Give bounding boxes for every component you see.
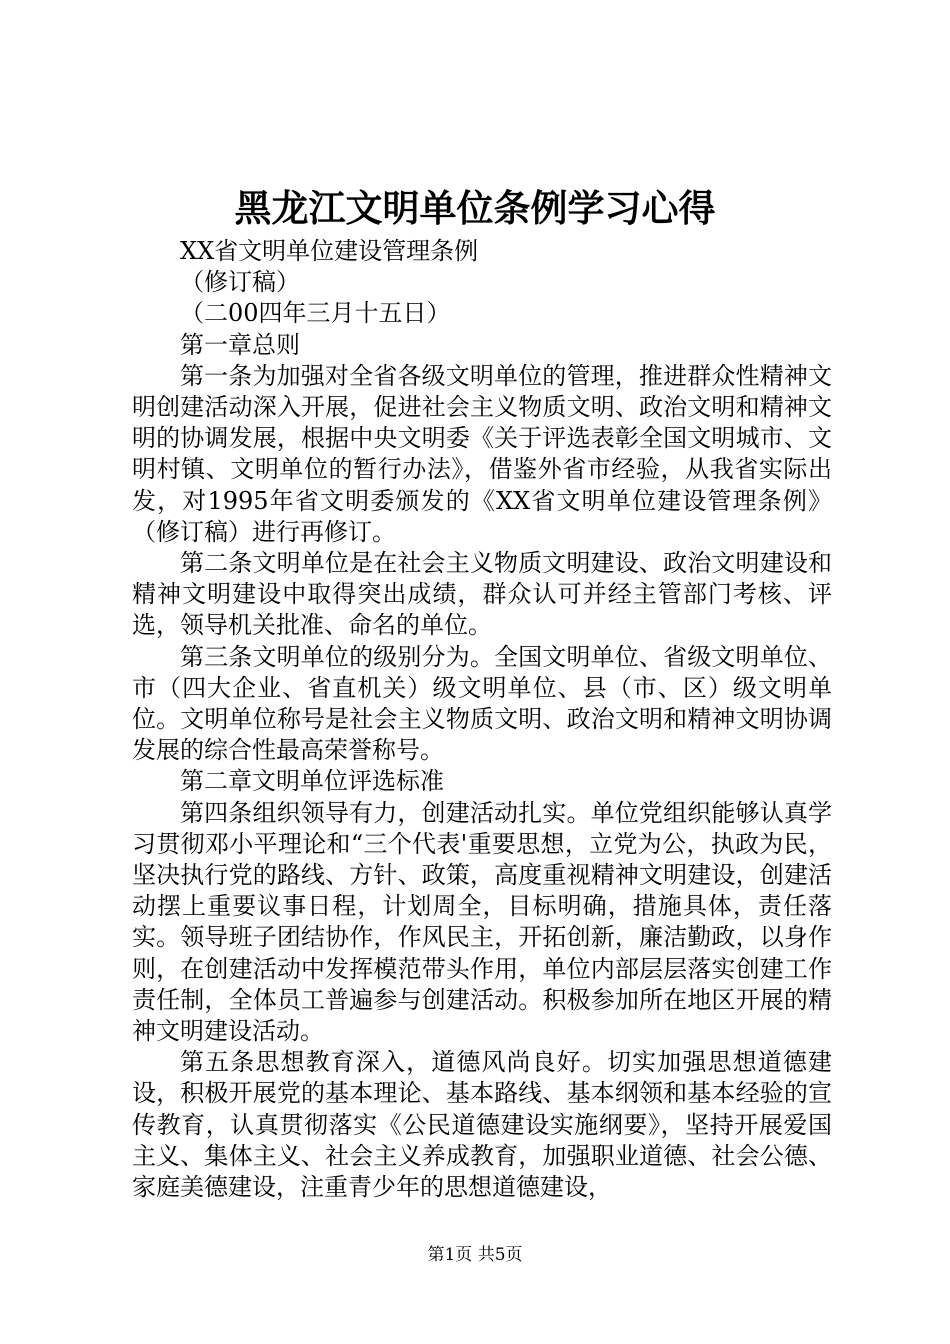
paragraph: XX省文明单位建设管理条例: [180, 237, 479, 265]
page-footer: 第1页 共5页: [427, 1245, 523, 1265]
paragraph: 第二条文明单位是在社会主义物质文明建设、政治文明建设和精神文明建设中取得突出成绩，群众认可并经主管部门考核、评选，领导机关批准、命名的单位。: [132, 549, 832, 640]
chapter-heading: 第一章总则: [180, 330, 300, 359]
paragraph: 第四条组织领导有力，创建活动扎实。单位党组织能够认真学习贯彻邓小平理论和“三个代表'重要思想，立党为公，执政为民，坚决执行党的路线、方针、政策，高度重视精神文明建设，创建活动摆上重要议事日程，计划周全，目标明确，措施具体，责任落实。领导班子团结协作，作风民主，开拓创新，廉洁勤政，以身作则，在创建活动中发挥模范带头作用，单位内部层层落实创建工作责任制，全体员工普遍参与创建活动。积极参加所在地区开展的精神文明建设活动。: [132, 798, 832, 1046]
paragraph: （二00四年三月十五日）: [180, 299, 451, 328]
document-title: 黑龙江文明单位条例学习心得: [234, 186, 716, 230]
paragraph: （修订稿）: [180, 268, 300, 297]
chapter-heading: 第二章文明单位评选标准: [180, 767, 444, 796]
document-body: [132, 236, 832, 1203]
paragraph: 第三条文明单位的级别分为。全国文明单位、省级文明单位、市（四大企业、省直机关）级文明单位、县（市、区）级文明单位。文明单位称号是社会主义物质文明、政治文明和精神文明协调发展的综合性最高荣誉称号。: [132, 642, 832, 765]
paragraph: 第一条为加强对全省各级文明单位的管理，推进群众性精神文明创建活动深入开展，促进社会主义物质文明、政治文明和精神文明的协调发展，根据中央文明委《关于评选表彰全国文明城市、文明村镇、文明单位的暂行办法》，借鉴外省市经验，从我省实际出发，对1995年省文明委颁发的《XX省文明单位建设管理条例》（修订稿）进行再修订。: [132, 361, 832, 546]
paragraph: 第五条思想教育深入，道德风尚良好。切实加强思想道德建设，积极开展党的基本理论、基本路线、基本纲领和基本经验的宣传教育，认真贯彻落实《公民道德建设实施纲要》，坚持开展爱国主义、集体主义、社会主义养成教育，加强职业道德、社会公德、家庭美德建设，注重青少年的思想道德建设，: [132, 1048, 832, 1202]
